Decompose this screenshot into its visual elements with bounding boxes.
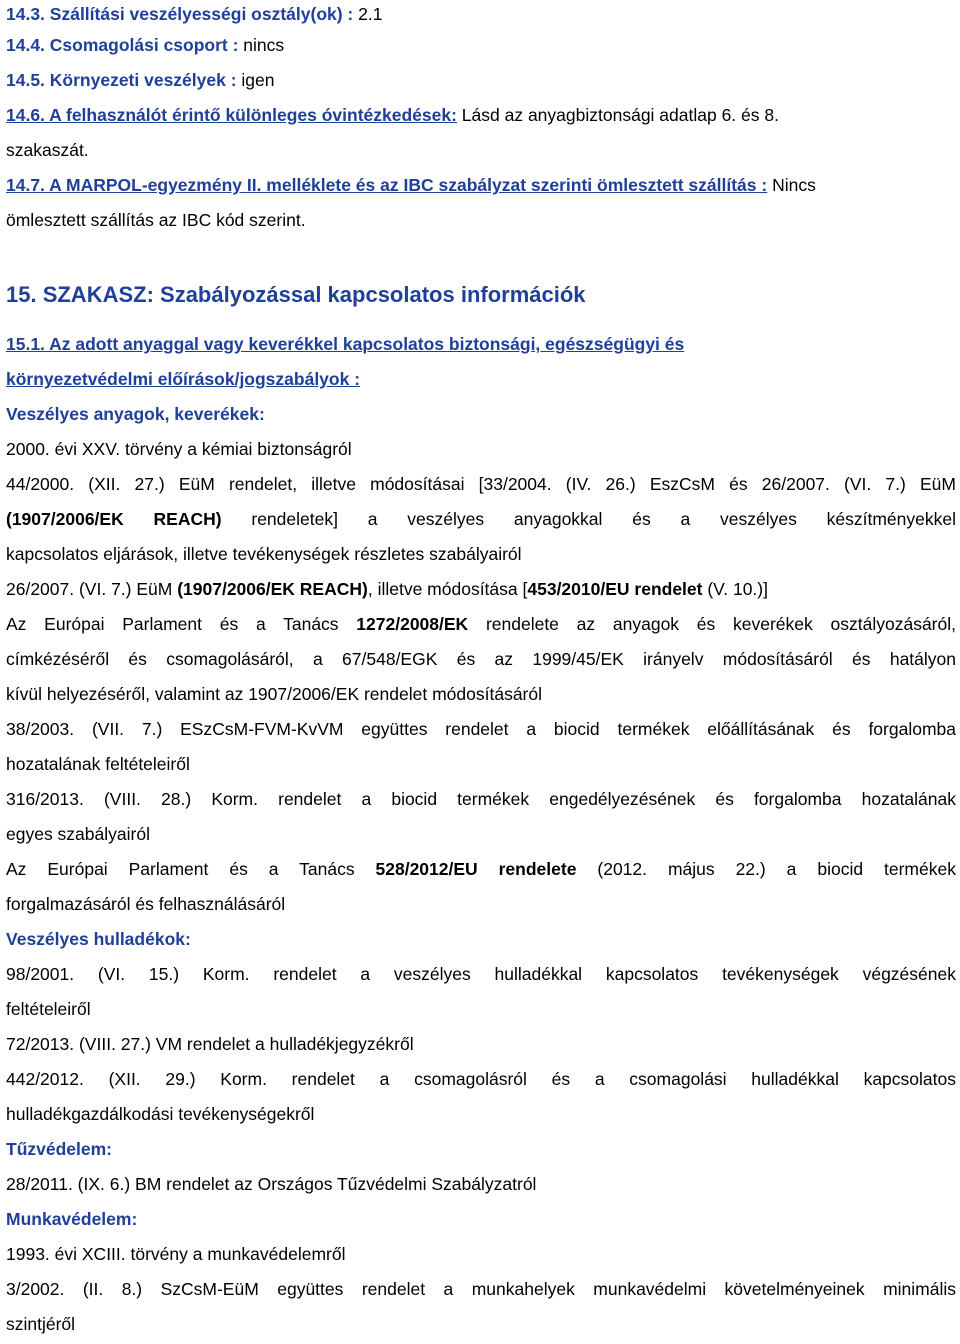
clp-line3: kívül helyezéséről, valamint az 1907/2006/EK rendelet módosításáról (6, 684, 542, 704)
clp-number: 1272/2008/EK (356, 614, 469, 634)
s14-7-line (6, 168, 956, 203)
s14-6-line2 (6, 133, 956, 168)
law-44-2000-line2 (6, 502, 956, 537)
law-26-2007-reach: (1907/2006/EK REACH) (177, 579, 368, 599)
clp-line1 (6, 607, 956, 642)
clp-rest: rendelete az anyagok és keverékek osztályozásáról, (468, 614, 956, 634)
bpr-line1 (6, 852, 956, 887)
veszelyes-hulladekok-title: Veszélyes hulladékok: (6, 929, 191, 949)
law-26-2007 (6, 572, 956, 607)
clp-pre: Az Európai Parlament és a Tanács (6, 614, 357, 634)
bpr-rest: (2012. május 22.) a biocid termékek (576, 859, 956, 879)
law-72-2013: 72/2013. (VIII. 27.) VM rendelet a hulladékjegyzékről (6, 1034, 414, 1054)
s14-6-label: 14.6. A felhasználót érintő különleges óvintézkedések: (6, 105, 457, 125)
s14-4-line (6, 28, 956, 63)
law-26-2007-a: 26/2007. (VI. 7.) EüM (6, 579, 178, 599)
law-442-2012-line2: hulladékgazdálkodási tevékenységekről (6, 1104, 315, 1124)
law-98-2001-line2: feltételeiről (6, 999, 91, 1019)
bpr-line2: forgalmazásáról és felhasználásáról (6, 894, 286, 914)
law-316-2013-line1: 316/2013. (VIII. 28.) Korm. rendelet a biocid termékek engedélyezésének és forgalomba hozatalának (6, 789, 956, 809)
law-26-2007-e: (V. 10.)] (702, 579, 768, 599)
law-38-2003-line1: 38/2003. (VII. 7.) ESzCsM-FVM-KvVM együttes rendelet a biocid termékek előállításának és forgalomba (6, 719, 956, 739)
s14-6-value: Lásd az anyagbiztonsági adatlap 6. és 8. (456, 105, 779, 125)
law-26-2007-c: , illetve módosítása [ (367, 579, 528, 599)
s14-6-value-cont: szakaszát. (6, 140, 89, 160)
s14-7-label: 14.7. A MARPOL-egyezmény II. melléklete és az IBC szabályzat szerinti ömlesztett szállítás : (6, 175, 768, 195)
s14-7-value: Nincs (767, 175, 816, 195)
bpr-number: 528/2012/EU rendelete (375, 859, 577, 879)
munkavedelem-title: Munkavédelem: (6, 1209, 138, 1229)
law-44-2000-line3: kapcsolatos eljárások, illetve tevékenységek részletes szabályairól (6, 544, 522, 564)
section-15-heading: 15. SZAKASZ: Szabályozással kapcsolatos információk (6, 282, 586, 307)
s14-4-label: 14.4. Csomagolási csoport : (6, 35, 239, 55)
tuzvedelem-title: Tűzvédelem: (6, 1139, 112, 1159)
s14-5-label: 14.5. Környezeti veszélyek : (6, 70, 237, 90)
law-44-2000-line1: 44/2000. (XII. 27.) EüM rendelet, illetve módosításai [33/2004. (IV. 26.) EszCsM és 26/2007. (VI. 7.) EüM (6, 474, 956, 494)
s15-1-title-line1: 15.1. Az adott anyaggal vagy keverékkel kapcsolatos biztonsági, egészségügyi és (6, 334, 685, 354)
s14-7-line2 (6, 203, 956, 238)
bpr-pre: Az Európai Parlament és a Tanács (6, 859, 376, 879)
law-2000-xxv: 2000. évi XXV. törvény a kémiai biztonságról (6, 439, 352, 459)
veszelyes-anyagok-title: Veszélyes anyagok, keverékek: (6, 404, 265, 424)
s14-4-value: nincs (238, 35, 285, 55)
law-98-2001-line1: 98/2001. (VI. 15.) Korm. rendelet a veszélyes hulladékkal kapcsolatos tevékenységek végzésének (6, 964, 956, 984)
law-442-2012-line1: 442/2012. (XII. 29.) Korm. rendelet a csomagolásról és a csomagolási hulladékkal kapcsolatos (6, 1069, 956, 1089)
s14-6-line (6, 98, 956, 133)
s14-3-value: 2.1 (353, 4, 383, 24)
s14-7-value-cont: ömlesztett szállítás az IBC kód szerint. (6, 210, 306, 230)
law-316-2013-line2: egyes szabályairól (6, 824, 150, 844)
s14-5-value: igen (236, 70, 275, 90)
law-26-2007-eu: 453/2010/EU rendelet (527, 579, 703, 599)
law-28-2011: 28/2011. (IX. 6.) BM rendelet az Országos Tűzvédelmi Szabályzatról (6, 1174, 537, 1194)
law-1993-xciii: 1993. évi XCIII. törvény a munkavédelemről (6, 1244, 346, 1264)
reach-ref: (1907/2006/EK REACH) (6, 509, 222, 529)
law-44-2000-line2-rest: rendeletek] a veszélyes anyagokkal és a veszélyes készítményekkel (221, 509, 956, 529)
clp-line2: címkézéséről és csomagolásáról, a 67/548/EGK és az 1999/45/EK irányelv módosításáról és hatályon (6, 649, 956, 669)
law-3-2002-line2: szintjéről (6, 1314, 76, 1334)
s15-1-title-line2: környezetvédelmi előírások/jogszabályok : (6, 369, 361, 389)
s14-5-line (6, 63, 956, 98)
s14-3-label: 14.3. Szállítási veszélyességi osztály(ok) : (6, 4, 354, 24)
law-38-2003-line2: hozatalának feltételeiről (6, 754, 190, 774)
law-3-2002-line1: 3/2002. (II. 8.) SzCsM-EüM együttes rendelet a munkahelyek munkavédelmi követelményeinek minimális (6, 1279, 956, 1299)
